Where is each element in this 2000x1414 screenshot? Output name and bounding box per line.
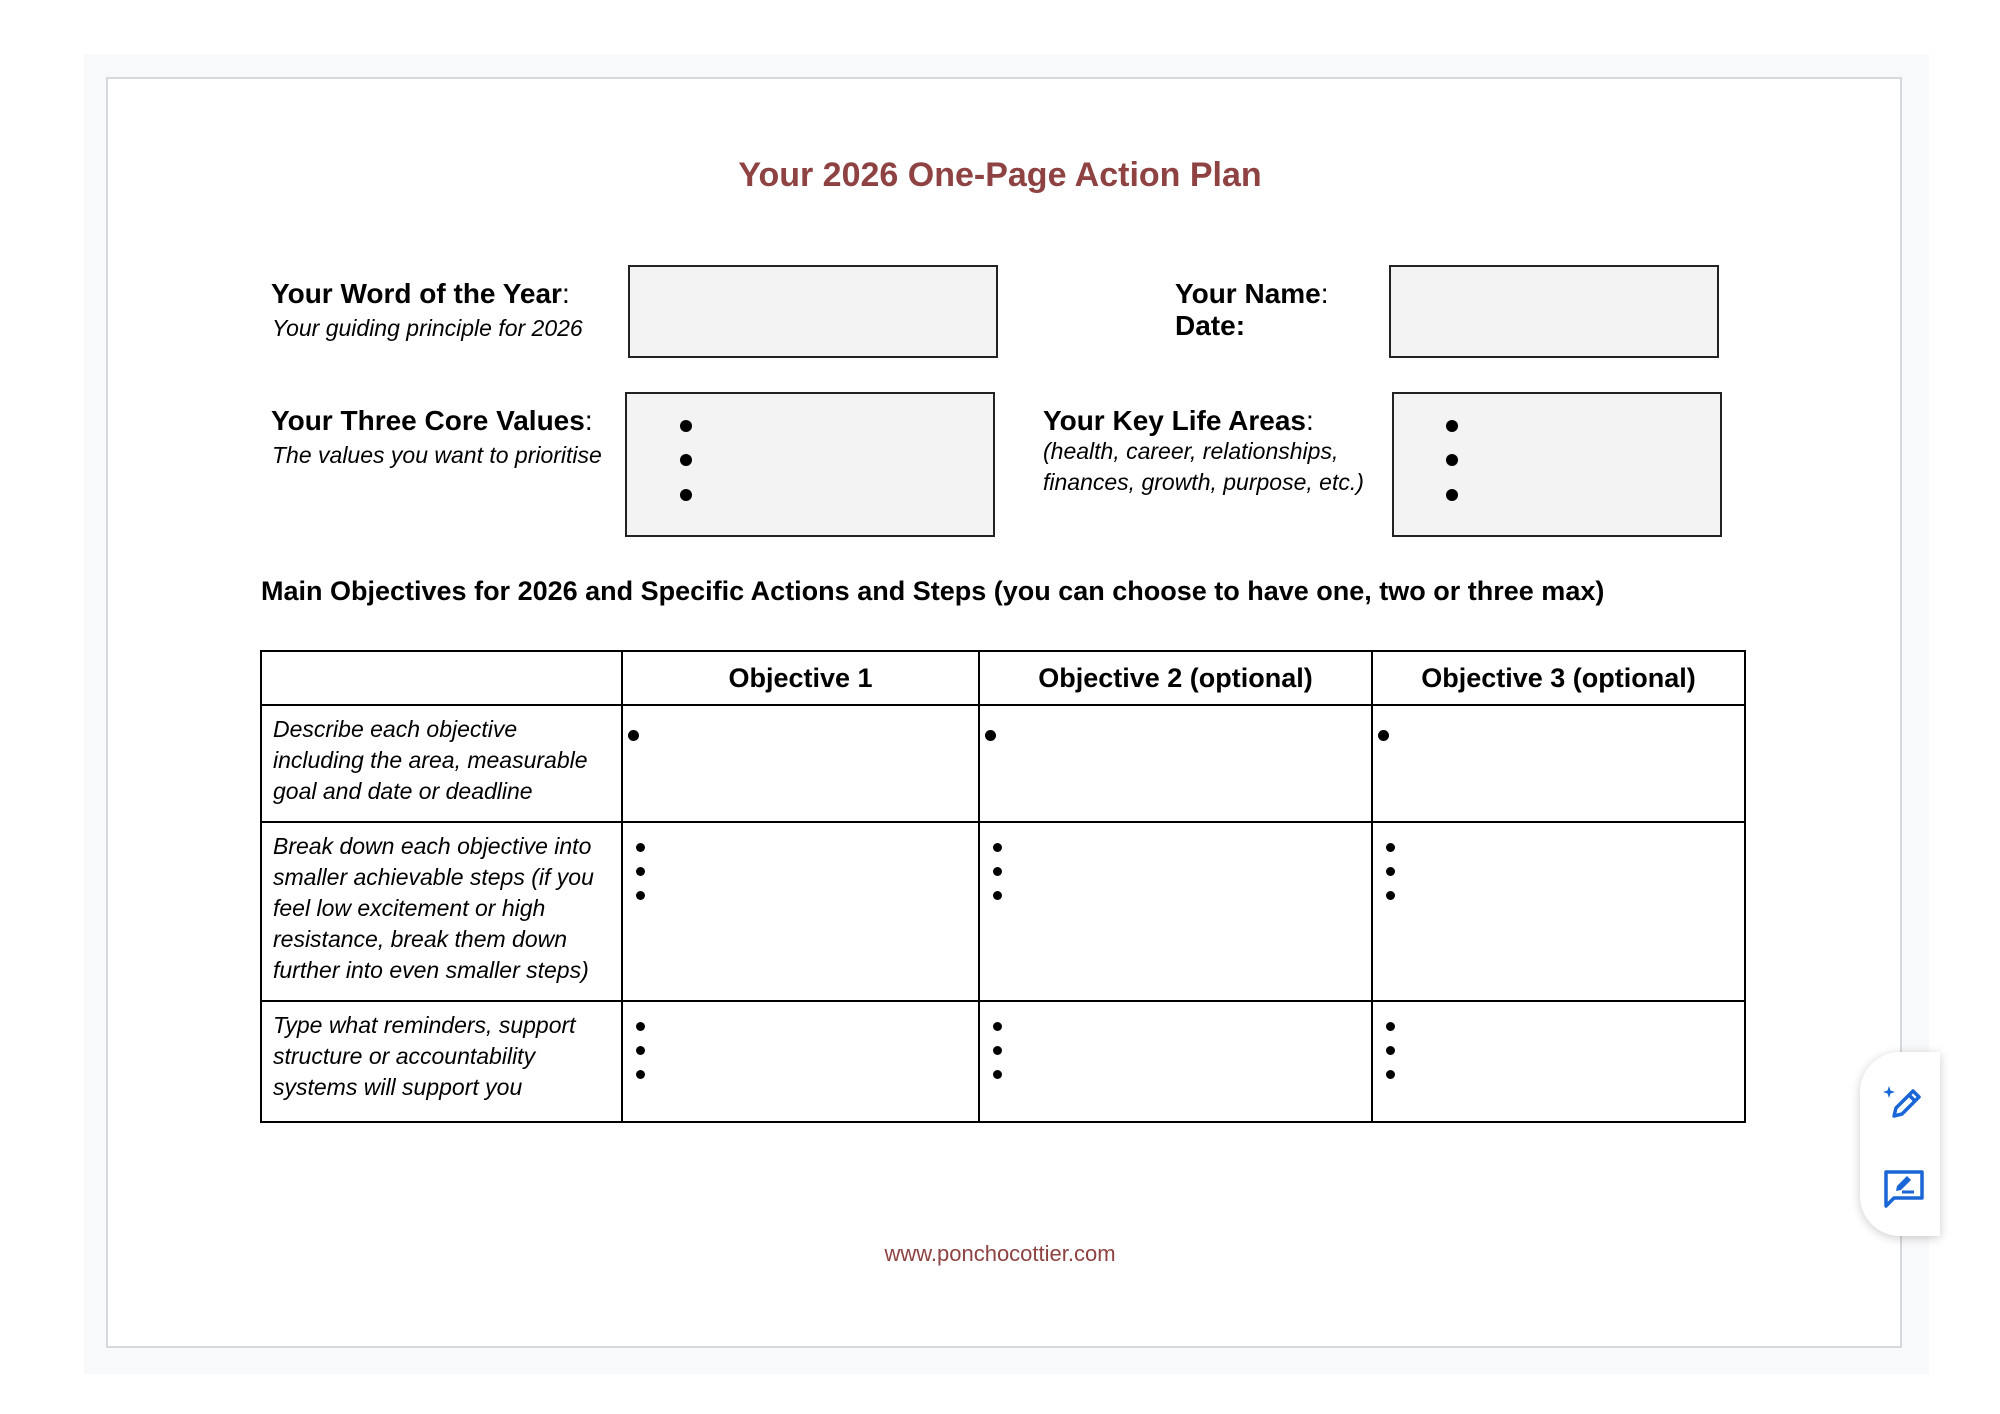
bullet <box>628 730 639 741</box>
bullet <box>680 489 692 501</box>
bullet <box>985 730 996 741</box>
word-of-year-box[interactable] <box>628 265 998 358</box>
bullet <box>636 1046 645 1055</box>
header-objective-3: Objective 3 (optional) <box>1372 651 1745 705</box>
life-areas-label <box>1043 405 1314 437</box>
table-cell[interactable] <box>979 705 1372 822</box>
table-header-row <box>261 651 1745 705</box>
life-areas-label-text: Your Key Life Areas <box>1043 405 1306 436</box>
name-label <box>1175 278 1329 310</box>
bullet <box>1386 1046 1395 1055</box>
bullet <box>1386 843 1395 852</box>
bullet <box>636 867 645 876</box>
table-row <box>261 822 1745 1001</box>
header-cell-empty <box>261 651 622 705</box>
bullet <box>993 843 1002 852</box>
bullet <box>1386 867 1395 876</box>
life-areas-colon: : <box>1305 405 1314 436</box>
name-label-text: Your Name <box>1175 278 1321 309</box>
bullet <box>636 1022 645 1031</box>
bullet <box>636 1070 645 1079</box>
table-cell[interactable] <box>979 1001 1372 1122</box>
bullet <box>680 420 692 432</box>
row-label-reminders: Type what reminders, support structure or accountability systems will support you <box>261 1001 622 1122</box>
core-values-subtitle: The values you want to prioritise <box>272 442 602 468</box>
bullet <box>636 843 645 852</box>
bullet <box>680 454 692 466</box>
bullet <box>1386 1022 1395 1031</box>
header-objective-2: Objective 2 (optional) <box>979 651 1372 705</box>
objectives-table <box>260 650 1746 1123</box>
table-cell[interactable] <box>1372 705 1745 822</box>
bullet <box>636 891 645 900</box>
bullet <box>993 1070 1002 1079</box>
date-label: Date: <box>1175 310 1246 341</box>
core-values-label <box>271 405 593 437</box>
bullet <box>1378 730 1389 741</box>
header-objective-1: Objective 1 <box>622 651 979 705</box>
bullet <box>993 1046 1002 1055</box>
word-of-year-label-text: Your Word of the Year <box>271 278 562 309</box>
bullet <box>993 891 1002 900</box>
row-label-describe: Describe each objective including the area, measurable goal and date or deadline <box>261 705 622 822</box>
life-areas-subtitle-1: (health, career, relationships, <box>1043 438 1339 464</box>
bullet <box>1386 1070 1395 1079</box>
life-areas-subtitle-2: finances, growth, purpose, etc.) <box>1043 469 1364 495</box>
name-colon: : <box>1320 278 1329 309</box>
bullet <box>1386 891 1395 900</box>
table-cell[interactable] <box>622 822 979 1001</box>
core-values-label-text: Your Three Core Values <box>271 405 585 436</box>
bullet <box>993 1022 1002 1031</box>
bullet <box>1446 420 1458 432</box>
objectives-heading: Main Objectives for 2026 and Specific Actions and Steps (you can choose to have one, two or three max) <box>261 576 1605 606</box>
table-cell[interactable] <box>1372 822 1745 1001</box>
table-cell[interactable] <box>1372 1001 1745 1122</box>
side-action-panel <box>1860 1052 1940 1236</box>
footer-url[interactable]: www.ponchocottier.com <box>884 1241 1116 1266</box>
table-cell[interactable] <box>979 822 1372 1001</box>
page-title: Your 2026 One-Page Action Plan <box>738 156 1262 194</box>
bullet <box>993 867 1002 876</box>
core-values-colon: : <box>584 405 593 436</box>
table-cell[interactable] <box>622 1001 979 1122</box>
word-of-year-colon: : <box>561 278 570 309</box>
life-areas-box[interactable] <box>1392 392 1722 537</box>
table-row <box>261 1001 1745 1122</box>
bullet <box>1446 454 1458 466</box>
feedback-icon[interactable] <box>1880 1164 1928 1212</box>
magic-edit-icon[interactable] <box>1880 1080 1928 1128</box>
core-values-box[interactable] <box>625 392 995 537</box>
table-row <box>261 705 1745 822</box>
bullet <box>1446 489 1458 501</box>
word-of-year-label <box>271 278 570 310</box>
row-label-break-down: Break down each objective into smaller achievable steps (if you feel low excitement or high resistance, break them down further into even smaller steps) <box>261 822 622 1001</box>
table-cell[interactable] <box>622 705 979 822</box>
word-of-year-subtitle: Your guiding principle for 2026 <box>272 315 583 341</box>
name-date-box[interactable] <box>1389 265 1719 358</box>
